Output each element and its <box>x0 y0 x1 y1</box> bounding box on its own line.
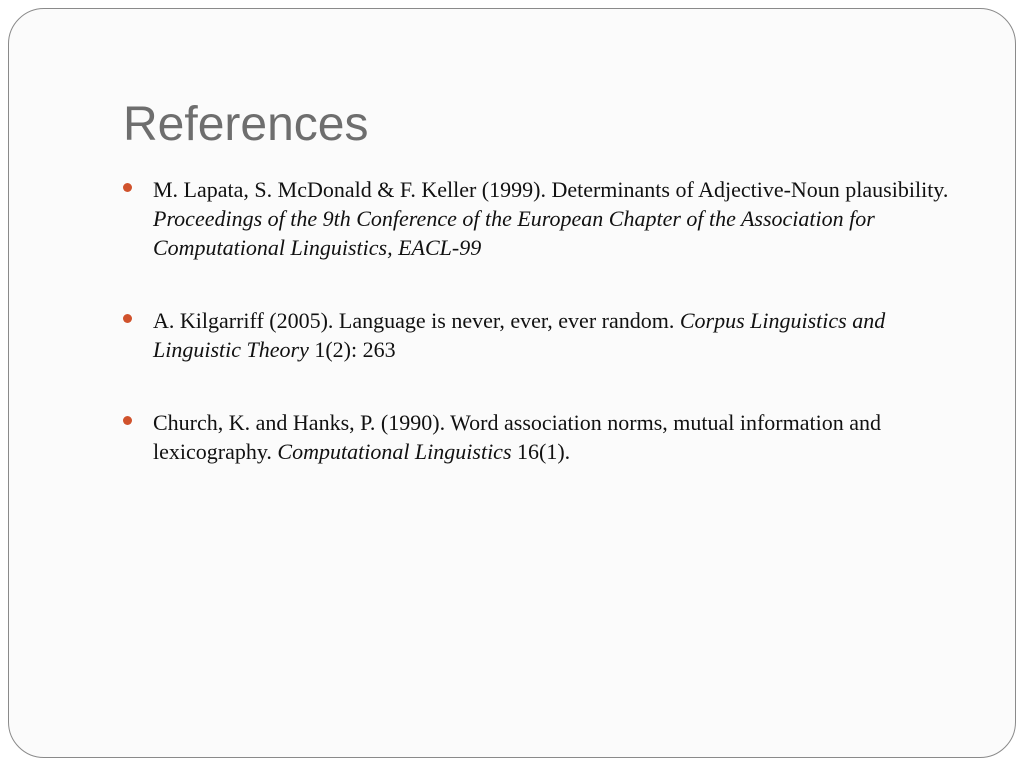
reference-detail: 16(1). <box>517 439 571 464</box>
reference-item <box>123 306 973 364</box>
reference-list <box>123 175 973 510</box>
reference-text: Church, K. and Hanks, P. (1990). Word association norms, mutual information and lexicography. <box>153 410 881 464</box>
reference-source: Corpus Linguistics and Linguistic Theory <box>153 308 886 362</box>
slide-frame <box>8 8 1016 758</box>
bullet-icon <box>123 314 132 323</box>
slide-title: References <box>123 98 369 151</box>
reference-text: M. Lapata, S. McDonald & F. Keller (1999). Determinants of Adjective-Noun plausibility. <box>153 177 949 202</box>
reference-item <box>123 408 973 466</box>
bullet-icon <box>123 416 132 425</box>
reference-text: A. Kilgarriff (2005). Language is never, ever, ever random. <box>153 308 675 333</box>
reference-detail: 1(2): 263 <box>314 337 396 362</box>
reference-source: Proceedings of the 9th Conference of the European Chapter of the Association for Computational Linguistics, EACL-99 <box>153 206 875 260</box>
reference-item <box>123 175 973 262</box>
reference-source: Computational Linguistics <box>277 439 512 464</box>
bullet-icon <box>123 183 132 192</box>
